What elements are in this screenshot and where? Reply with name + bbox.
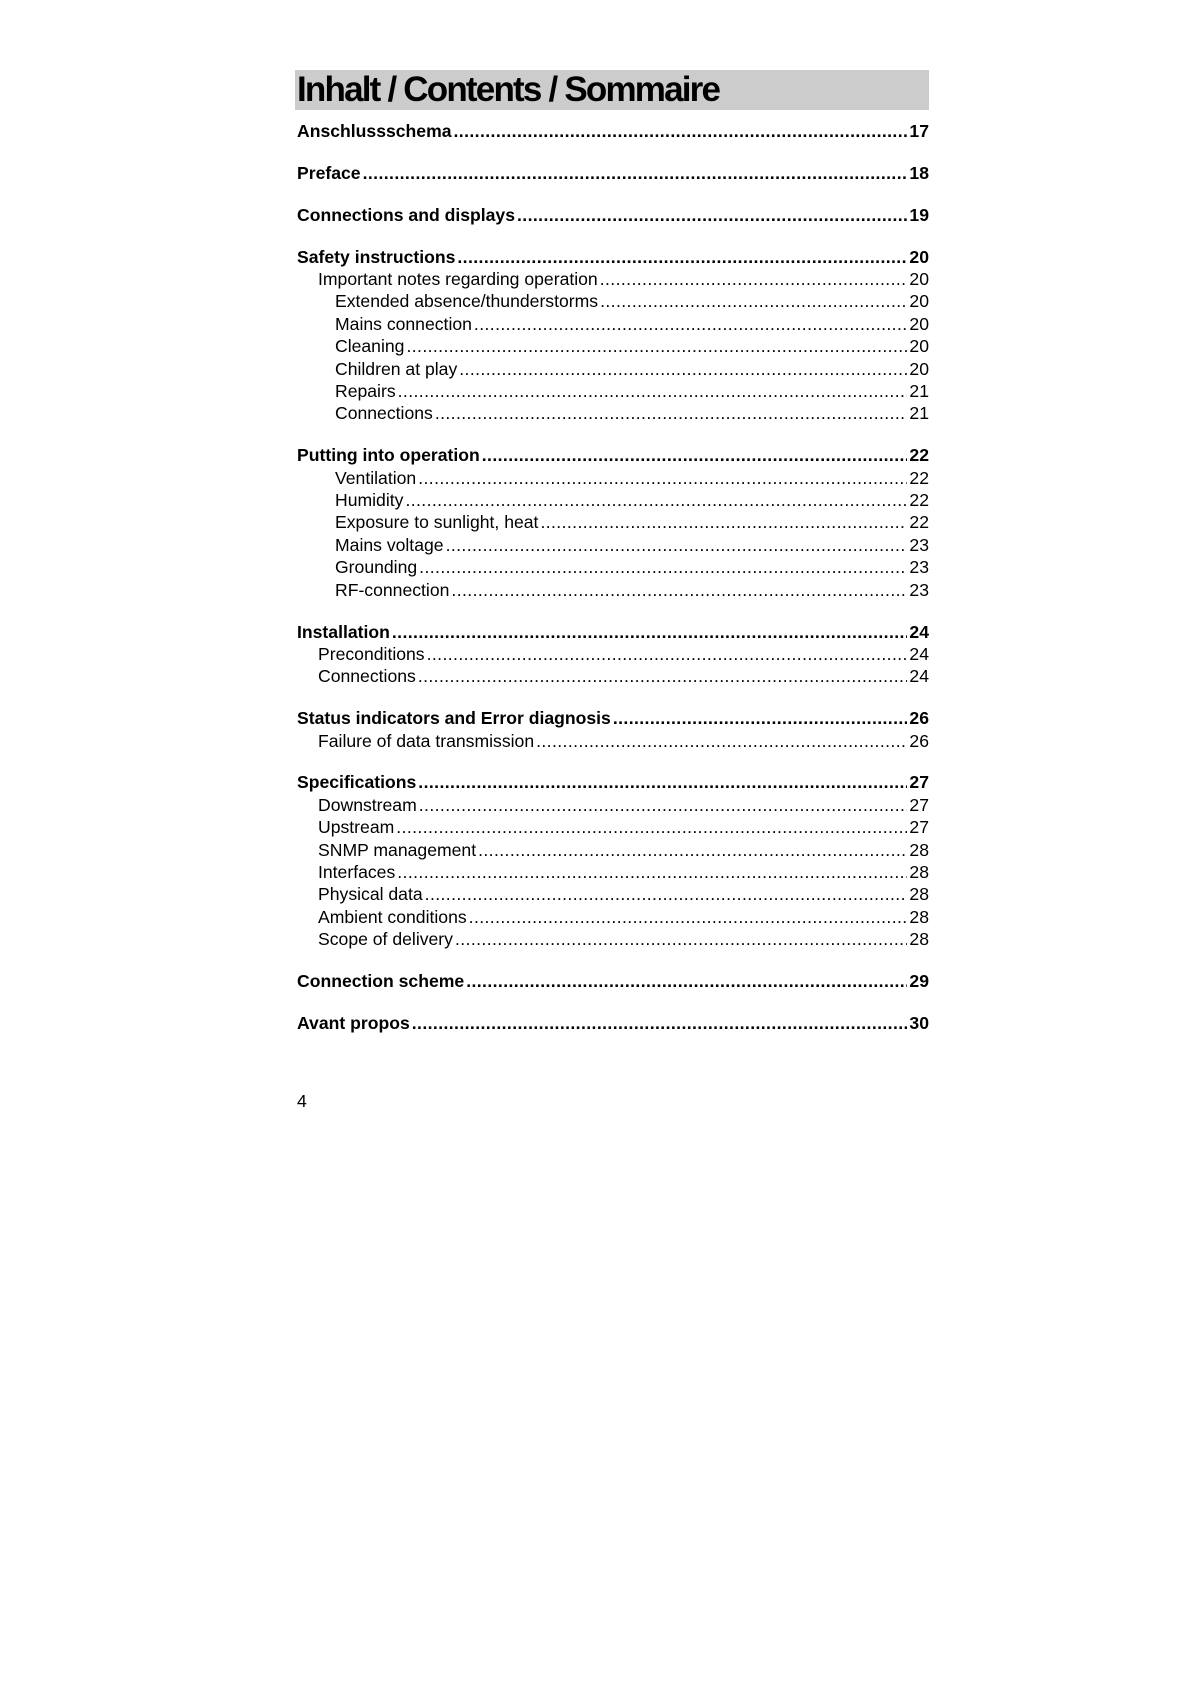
toc-entry[interactable] xyxy=(295,621,929,643)
toc-entry-page: 23 xyxy=(909,534,929,555)
toc-entry[interactable] xyxy=(295,162,929,184)
toc-entry-label: Failure of data transmission xyxy=(318,730,535,751)
toc-dot-leader xyxy=(419,556,907,578)
toc-dot-leader xyxy=(517,204,907,226)
toc-dot-leader xyxy=(363,162,908,184)
toc-entry-page: 20 xyxy=(909,358,929,379)
toc-dot-leader xyxy=(406,335,907,357)
contents-title-bar xyxy=(295,70,929,110)
toc-entry-page: 26 xyxy=(909,730,929,751)
toc-entry-page: 28 xyxy=(909,862,929,883)
toc-entry-label: Connections and displays xyxy=(297,204,516,225)
toc-entry-page: 22 xyxy=(909,467,929,488)
toc-dot-leader xyxy=(427,643,908,665)
toc-entry[interactable] xyxy=(295,579,929,601)
toc-entry[interactable] xyxy=(295,290,929,312)
toc-entry-label: Downstream xyxy=(318,794,417,815)
toc-dot-leader xyxy=(457,246,907,268)
toc-dot-leader xyxy=(418,771,907,793)
toc-entry-page: 30 xyxy=(909,1013,929,1033)
toc-entry[interactable] xyxy=(295,928,929,950)
toc-entry[interactable] xyxy=(295,246,929,268)
toc-entry-label: Mains connection xyxy=(335,313,472,334)
toc-entry-label: Connections xyxy=(318,666,416,687)
toc-entry-label: Extended absence/thunderstorms xyxy=(335,291,599,312)
toc-entry[interactable] xyxy=(295,120,929,142)
toc-dot-leader xyxy=(466,970,907,992)
toc-dot-leader xyxy=(419,794,908,816)
toc-entry-label: Mains voltage xyxy=(335,534,444,555)
toc-entry[interactable] xyxy=(295,883,929,905)
toc-entry-page: 27 xyxy=(909,794,929,815)
toc-entry-page: 28 xyxy=(909,906,929,927)
toc-entry-page: 24 xyxy=(909,666,929,687)
toc-entry-page: 26 xyxy=(909,708,929,729)
toc-entry-page: 20 xyxy=(909,313,929,334)
toc-entry-page: 20 xyxy=(909,246,929,267)
toc-entry-label: Putting into operation xyxy=(297,445,480,466)
toc-entry[interactable] xyxy=(295,204,929,226)
page-title: Inhalt / Contents / Sommaire xyxy=(297,70,720,109)
table-of-contents xyxy=(295,120,929,1034)
toc-dot-leader xyxy=(613,707,908,729)
toc-entry-label: Specifications xyxy=(297,772,417,793)
toc-entry[interactable] xyxy=(295,906,929,928)
toc-entry-page: 29 xyxy=(909,971,929,992)
toc-dot-leader xyxy=(398,380,908,402)
toc-entry-page: 20 xyxy=(909,269,929,290)
toc-entry[interactable] xyxy=(295,970,929,992)
toc-entry[interactable] xyxy=(295,665,929,687)
document-page xyxy=(295,70,929,1034)
toc-entry-page: 28 xyxy=(909,929,929,950)
toc-entry-label: Anschlussschema xyxy=(297,121,452,141)
toc-entry-label: Preconditions xyxy=(318,643,425,664)
toc-entry[interactable] xyxy=(295,467,929,489)
toc-entry[interactable] xyxy=(295,489,929,511)
toc-dot-leader xyxy=(482,444,908,466)
toc-entry-label: Installation xyxy=(297,621,390,642)
toc-entry-label: Connections xyxy=(335,403,433,424)
toc-entry[interactable] xyxy=(295,839,929,861)
toc-entry-label: Interfaces xyxy=(318,862,396,883)
toc-entry[interactable] xyxy=(295,444,929,466)
toc-entry-page: 19 xyxy=(909,204,929,225)
toc-entry-label: Avant propos xyxy=(297,1013,410,1033)
toc-entry-page: 27 xyxy=(909,817,929,838)
toc-dot-leader xyxy=(418,467,907,489)
toc-dot-leader xyxy=(600,290,907,312)
toc-entry-page: 23 xyxy=(909,557,929,578)
toc-entry[interactable] xyxy=(295,1012,929,1034)
toc-entry-label: SNMP management xyxy=(318,839,477,860)
toc-entry-label: Preface xyxy=(297,162,361,183)
toc-entry-label: Scope of delivery xyxy=(318,929,453,950)
toc-entry[interactable] xyxy=(295,730,929,752)
toc-dot-leader xyxy=(412,1012,908,1034)
toc-entry-label: Repairs xyxy=(335,381,396,402)
toc-entry[interactable] xyxy=(295,771,929,793)
toc-entry[interactable] xyxy=(295,402,929,424)
toc-entry-page: 22 xyxy=(909,445,929,466)
toc-dot-leader xyxy=(425,883,908,905)
toc-entry-label: Connection scheme xyxy=(297,971,465,992)
toc-entry-label: Ambient conditions xyxy=(318,906,467,927)
toc-dot-leader xyxy=(451,579,907,601)
toc-dot-leader xyxy=(474,313,908,335)
toc-dot-leader xyxy=(600,268,908,290)
toc-entry-label: Children at play xyxy=(335,358,458,379)
toc-entry-label: Cleaning xyxy=(335,336,405,357)
toc-entry-page: 22 xyxy=(909,490,929,511)
toc-entry-page: 20 xyxy=(909,291,929,312)
toc-dot-leader xyxy=(446,534,908,556)
toc-dot-leader xyxy=(397,861,907,883)
toc-entry[interactable] xyxy=(295,794,929,816)
toc-dot-leader xyxy=(392,621,908,643)
toc-entry-page: 27 xyxy=(909,772,929,793)
toc-entry[interactable] xyxy=(295,643,929,665)
toc-entry-page: 21 xyxy=(909,403,929,424)
toc-dot-leader xyxy=(418,665,908,687)
toc-entry[interactable] xyxy=(295,861,929,883)
toc-entry-label: Humidity xyxy=(335,490,404,511)
toc-entry-label: RF-connection xyxy=(335,579,450,600)
toc-dot-leader xyxy=(469,906,908,928)
toc-entry-label: Physical data xyxy=(318,884,423,905)
toc-dot-leader xyxy=(478,839,907,861)
toc-entry-page: 28 xyxy=(909,884,929,905)
toc-entry[interactable] xyxy=(295,335,929,357)
toc-entry-page: 24 xyxy=(909,643,929,664)
toc-dot-leader xyxy=(455,928,907,950)
toc-entry[interactable] xyxy=(295,511,929,533)
toc-entry-label: Status indicators and Error diagnosis xyxy=(297,708,611,729)
toc-entry-page: 28 xyxy=(909,839,929,860)
toc-entry-label: Safety instructions xyxy=(297,246,456,267)
toc-entry-page: 22 xyxy=(909,512,929,533)
toc-entry[interactable] xyxy=(295,707,929,729)
toc-entry-page: 17 xyxy=(909,121,929,141)
toc-entry[interactable] xyxy=(295,380,929,402)
toc-entry[interactable] xyxy=(295,556,929,578)
page-number: 4 xyxy=(297,1091,307,1111)
toc-dot-leader xyxy=(540,511,907,533)
toc-entry-label: Upstream xyxy=(318,817,395,838)
toc-dot-leader xyxy=(536,730,907,752)
toc-dot-leader xyxy=(435,402,908,424)
toc-entry-page: 24 xyxy=(909,621,929,642)
toc-entry-label: Important notes regarding operation xyxy=(318,269,598,290)
toc-entry-page: 21 xyxy=(909,381,929,402)
toc-dot-leader xyxy=(454,120,908,142)
toc-entry-page: 18 xyxy=(909,162,929,183)
toc-entry[interactable] xyxy=(295,534,929,556)
toc-entry[interactable] xyxy=(295,816,929,838)
toc-entry[interactable] xyxy=(295,268,929,290)
toc-entry-label: Grounding xyxy=(335,557,418,578)
toc-dot-leader xyxy=(459,358,907,380)
toc-entry[interactable] xyxy=(295,313,929,335)
toc-entry[interactable] xyxy=(295,358,929,380)
toc-entry-page: 20 xyxy=(909,336,929,357)
toc-dot-leader xyxy=(396,816,907,838)
toc-dot-leader xyxy=(405,489,907,511)
toc-entry-page: 23 xyxy=(909,579,929,600)
toc-entry-label: Exposure to sunlight, heat xyxy=(335,512,539,533)
toc-entry-label: Ventilation xyxy=(335,467,417,488)
